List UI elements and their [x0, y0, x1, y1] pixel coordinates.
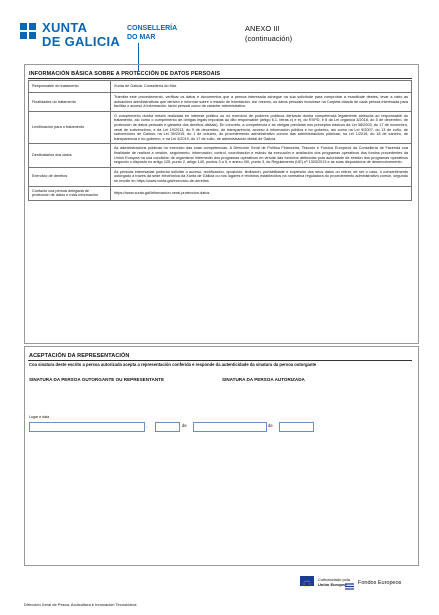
place-date-label: Lugar e data — [29, 415, 50, 419]
row-label: Finalidades do tratamento — [29, 93, 111, 112]
logo-line-2: DE GALICIA — [42, 34, 121, 49]
row-label: Exercicio de dereitos — [29, 167, 111, 186]
year-field[interactable] — [279, 422, 314, 432]
signature-authorized-label: SINATURA DA PERSOA AUTORIZADA — [222, 377, 305, 382]
table-row — [29, 81, 412, 93]
table-row — [29, 167, 412, 186]
section-divider — [28, 78, 412, 79]
de-label-2: de — [268, 423, 273, 428]
row-label: Contacto coa persoa delegada de protección de datos e máis información — [29, 186, 111, 200]
fondos-europeos-icon — [344, 578, 355, 587]
table-row — [29, 144, 412, 167]
xunta-cross-icon — [20, 23, 36, 39]
month-field[interactable] — [193, 422, 267, 432]
eu-stars-icon — [300, 579, 314, 589]
eu-flag-icon — [300, 576, 314, 586]
acceptance-text: Coa sinatura deste escrito a persoa autorizada acepta a representación conferida e responde da autenticidade da sinatura da persoa outorgante — [29, 362, 317, 367]
conselleria-name — [127, 24, 177, 42]
directorate-footer: Dirección Xeral de Pesca, Acuicultura e Innovación Tecnolóxica — [24, 602, 137, 607]
eu-line-2: Unión Europea — [318, 582, 347, 587]
data-protection-table — [28, 80, 412, 201]
signature-grantor-label: SINATURA DA PERSOA OUTORGANTE OU REPRESENTANTE — [29, 377, 165, 382]
row-value: O cumprimento dunha misión realizada en interese público ou no exercicio de poderes públicos derivada dunha competencia legalmente atribuída ao responsable do tratamento, así como o cumprimento de obrigas legais impostas ao dito responsable (artigo 6.1, letras c) e e), do RXPD, e 8 da Lei orgánica 3/2018, do 5 de decembro, de protección de datos persoais e garantía dos dereitos dixitais). En concreto, a competencia e as obrigas previstas nos preceptos básicos da Lei 38/2003, do 17 de novembro, xeral de subvencións, e da Lei 19/2013, do 9 de decembro, de transparencia, acceso á información pública e bo goberno, así como na Lei 9/2007, do 13 de xuño, de subvencións de Galicia; na Lei 39/2015, do 1 de outubro, do procedemento administrativo común das administracións públicas; na Lei 1/2016, do 18 de xaneiro, de transparencia e bo goberno, e na Lei 4/2019, do 17 de xullo, de administración dixital de Galicia. — [111, 111, 412, 144]
row-value[interactable]: https://www.xunta.gal/informacion-xeral-proteccion-datos — [111, 186, 412, 200]
annex-subtitle: (continuación) — [245, 34, 293, 43]
annex-title: ANEXO III — [245, 24, 280, 33]
eu-line-1: Cofinanciado pola — [318, 577, 351, 582]
annex-heading — [245, 24, 292, 44]
data-protection-title: INFORMACIÓN BÁSICA SOBRE A PROTECCIÓN DE DATOS PERSOAIS — [29, 71, 221, 77]
conselleria-line-1: CONSELLERÍA — [127, 25, 178, 32]
conselleria-line-2: DO MAR — [127, 34, 156, 41]
row-label: Lexitimación para o tratamento — [29, 111, 111, 144]
de-label-1: de — [182, 423, 187, 428]
row-value: As administracións públicas no exercicio das súas competencias. A Dirección Xeral de Política Financeira, Tesouro e Fondos Europeos da Consellería de Facenda coa finalidade de realizar a xestión, seguimento, información, control, coordinación e estudo da execución e avaliación dos programas operativos dos fondos procedentes da Unión Europea na súa condición de organismo intermedio dos programas operativos en virtude das funcións atribuídas pola autoridade de xestión dos programas operativos segundo o disposto no artigo 125, punto 2, artigo 140, puntos 3 a 5, e anexo XIII, punto 3, do Regulamento (UE) nº 1303/2013 e as súas disposicións de desenvolvemento. — [111, 144, 412, 167]
row-value: Tramitar este procedemento, verificar os datos e documentos que a persoa interesada achegue na súa solicitude para comprobar a exactitude destes, levar a cabo as actuacións administrativas que deriven e informar sobre o estado de tramitación. Así mesmo, os datos persoais incluirase na Carpeta cidadá de cada persoa interesada para facilitar o acceso á información, tanto persoal como de carácter administrativo. — [111, 93, 412, 112]
place-field[interactable] — [29, 422, 148, 432]
fondos-europeos-label: Fondos Europeos — [358, 580, 402, 586]
row-value: As persoas interesadas poderán solicitar o acceso, rectificación, oposición, limitación, portabilidade e supresión dos seus datos ou retirar, de ser o caso, o consentimento outorgado a través da sede electrónica da Xunta de Galicia ou nos lugares e rexistros establecidos na normativa reguladora do procedemento administrativo común, segundo se recolle en https://www.xunta.gal/exercicio-de-dereitos — [111, 167, 412, 186]
logo-line-1: XUNTA — [42, 20, 88, 35]
table-row — [29, 186, 412, 200]
xunta-logo — [20, 21, 125, 56]
comma-separator: , — [146, 423, 148, 428]
section-divider — [28, 360, 412, 361]
row-label: Destinatarios dos datos — [29, 144, 111, 167]
table-row — [29, 111, 412, 144]
table-row — [29, 93, 412, 112]
row-value: Xunta de Galicia. Consellería do Mar. — [111, 81, 412, 93]
day-field[interactable] — [155, 422, 180, 432]
acceptance-title: ACEPTACIÓN DA REPRESENTACIÓN — [29, 353, 130, 359]
row-label: Responsable do tratamento — [29, 81, 111, 93]
